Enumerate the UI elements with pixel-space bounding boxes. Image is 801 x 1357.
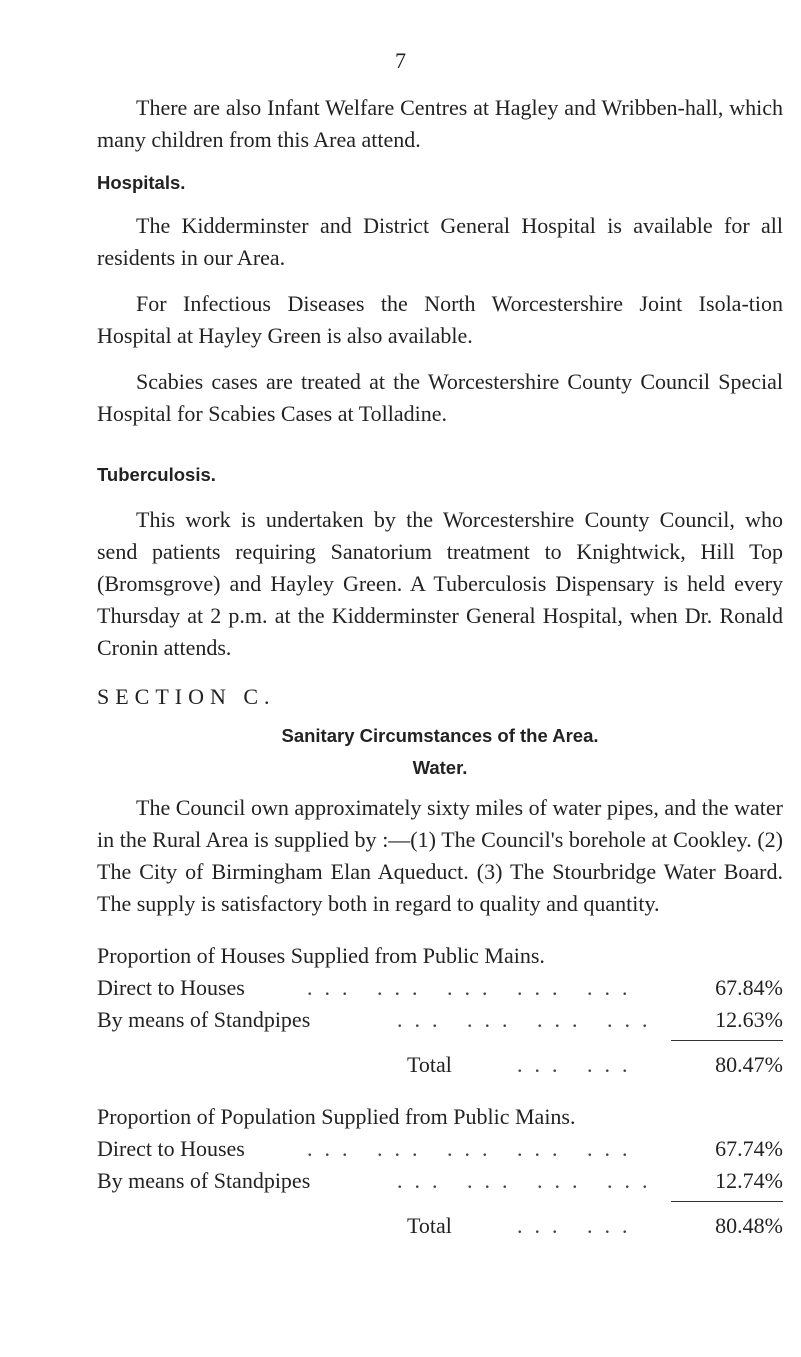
hospitals-paragraph-3: Scabies cases are treated at the Worcestershire County Council Special Hospital for Scabies Cases at Tolladine. [97,369,783,426]
row-dots: ... ... ... ... ... [307,975,640,1000]
row-dots: ... ... ... ... ... [307,1136,640,1161]
total-label: Total [407,1213,452,1238]
hospitals-paragraph-2: For Infectious Diseases the North Worcestershire Joint Isola-tion Hospital at Hayley Green is also available. [97,291,783,348]
row-label: Direct to Houses [97,975,245,1000]
table-row [97,1004,783,1036]
tuberculosis-paragraph: This work is undertaken by the Worcestershire County Council, who send patients requiring Sanatorium treatment to Knightwick, Hill Top (Bromsgrove) and Hayley Green. A Tuberculosis Dispensary is held every Thursday at 2 p.m. at the Kidderminster General Hospital, when Dr. Ronald Cronin attends. [97,507,783,660]
section-c-subtitle: Sanitary Circumstances of the Area. [281,725,599,746]
total-dots: ... ... [517,1052,640,1077]
hospitals-heading: Hospitals. [97,172,186,193]
hospitals-paragraph-1: The Kidderminster and District General Hospital is available for all residents in our Area. [97,213,783,270]
section-c-subheading: Water. [412,757,468,778]
row-value: 12.63% [715,1007,783,1032]
houses-table [97,940,783,1081]
total-row [97,1049,783,1081]
intro-paragraph: There are also Infant Welfare Centres at Hagley and Wribben-hall, which many children from this Area attend. [97,95,783,152]
population-table-title: Proportion of Population Supplied from Public Mains. [97,1104,576,1129]
tuberculosis-heading: Tuberculosis. [97,464,216,485]
row-value: 12.74% [715,1168,783,1193]
row-value: 67.74% [715,1136,783,1161]
houses-table-title: Proportion of Houses Supplied from Public Mains. [97,943,545,968]
total-rule [671,1040,783,1041]
row-dots: ... ... ... ... [397,1168,660,1193]
table-row [97,972,783,1004]
total-label: Total [407,1052,452,1077]
page-number: 7 [395,48,406,73]
total-rule [671,1201,783,1202]
population-table [97,1101,783,1242]
page-content [97,92,783,1242]
row-dots: ... ... ... ... [397,1007,660,1032]
row-value: 67.84% [715,975,783,1000]
total-dots: ... ... [517,1213,640,1238]
row-label: By means of Standpipes [97,1007,311,1032]
total-row [97,1210,783,1242]
total-value: 80.47% [715,1052,783,1077]
table-row [97,1133,783,1165]
section-c-title: SECTION C. [97,684,276,709]
table-row [97,1165,783,1197]
total-value: 80.48% [715,1213,783,1238]
row-label: Direct to Houses [97,1136,245,1161]
water-paragraph: The Council own approximately sixty miles of water pipes, and the water in the Rural Area is supplied by :—(1) The Council's borehole at Cookley. (2) The City of Birmingham Elan Aqueduct. (3) The Stourbridge Water Board. The supply is satisfactory both in regard to quality and quantity. [97,795,783,916]
row-label: By means of Standpipes [97,1168,311,1193]
